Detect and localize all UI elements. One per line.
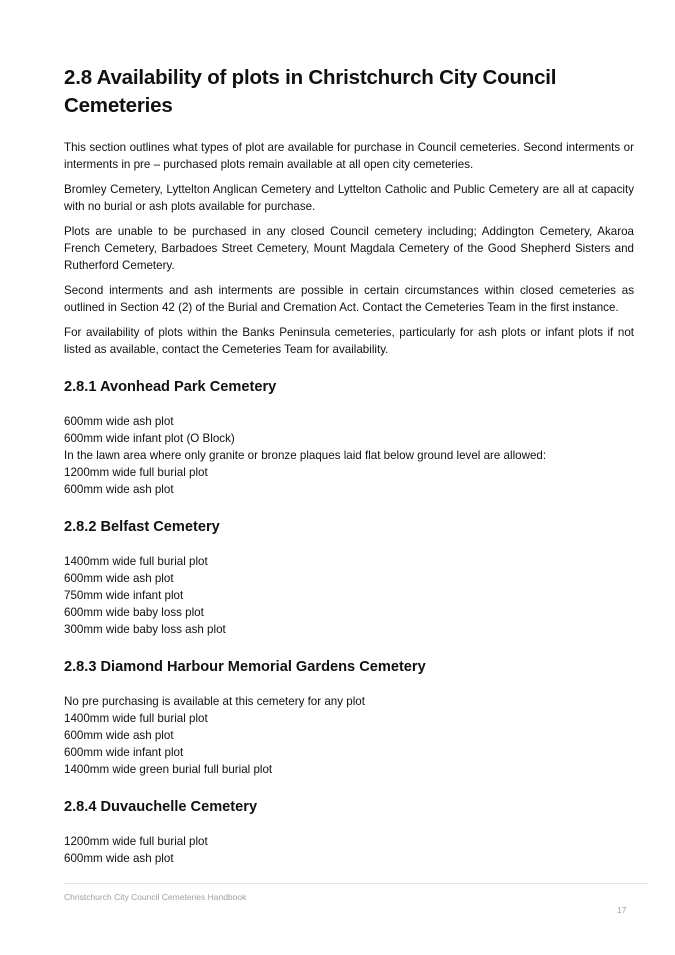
list-item: 1400mm wide green burial full burial plot [64,763,273,776]
document-page [64,64,634,867]
list-item: 600mm wide baby loss plot [64,606,204,619]
list-item: 1400mm wide full burial plot [64,712,208,725]
banks-peninsula-paragraph: For availability of plots within the Banks Peninsula cemeteries, particularly for ash plots or infant plots if not listed as available, contact the Cemeteries Team for availability. [64,326,634,356]
list-item: 600mm wide infant plot [64,746,184,759]
list-item: In the lawn area where only granite or bronze plaques laid flat below ground level are allowed: [64,449,547,462]
page-number: 17 [617,905,627,915]
list-item: 750mm wide infant plot [64,589,184,602]
footer-text: Christchurch City Council Cemeteries Handbook [64,892,247,902]
closed-cemeteries-paragraph: Plots are unable to be purchased in any closed Council cemetery including; Addington Cemetery, Akaroa French Cemetery, Barbadoes Street Cemetery, Mount Magdala Cemetery of the Good Shepherd Sisters and Rutherford Cemetery. [64,225,634,272]
list-item: 600mm wide ash plot [64,483,174,496]
list-item: 600mm wide ash plot [64,415,174,428]
list-item: 1200mm wide full burial plot [64,466,208,479]
section-diamond-harbour [64,657,634,778]
section-avonhead [64,377,634,498]
list-item: 600mm wide ash plot [64,852,174,865]
footer-divider [64,883,648,884]
plot-list [64,413,634,498]
section-heading: 2.8.2 Belfast Cemetery [64,519,220,535]
section-belfast [64,517,634,638]
list-item: 1200mm wide full burial plot [64,835,208,848]
list-item: 300mm wide baby loss ash plot [64,623,226,636]
intro-paragraph: This section outlines what types of plot are available for purchase in Council cemeteries. Second interments or interments in pre – purchased plots remain available at all open city cemeteries. [64,141,634,171]
list-item: 600mm wide infant plot (O Block) [64,432,235,445]
list-item: 1400mm wide full burial plot [64,555,208,568]
capacity-paragraph: Bromley Cemetery, Lyttelton Anglican Cemetery and Lyttelton Catholic and Public Cemetery are all at capacity with no burial or ash plots available for purchase. [64,183,634,213]
section-duvauchelle [64,797,634,867]
section-heading: 2.8.1 Avonhead Park Cemetery [64,379,277,395]
section-heading: 2.8.4 Duvauchelle Cemetery [64,799,258,815]
plot-list [64,553,634,638]
list-item: 600mm wide ash plot [64,572,174,585]
plot-list [64,833,634,867]
list-item: 600mm wide ash plot [64,729,174,742]
list-item: No pre purchasing is available at this cemetery for any plot [64,695,365,708]
plot-list [64,693,634,778]
second-interments-paragraph: Second interments and ash interments are possible in certain circumstances within closed cemeteries as outlined in Section 42 (2) of the Burial and Cremation Act. Contact the Cemeteries Team in the first instance. [64,284,634,314]
section-heading: 2.8.3 Diamond Harbour Memorial Gardens Cemetery [64,659,426,675]
page-title: 2.8 Availability of plots in Christchurch City Council Cemeteries [64,66,557,117]
